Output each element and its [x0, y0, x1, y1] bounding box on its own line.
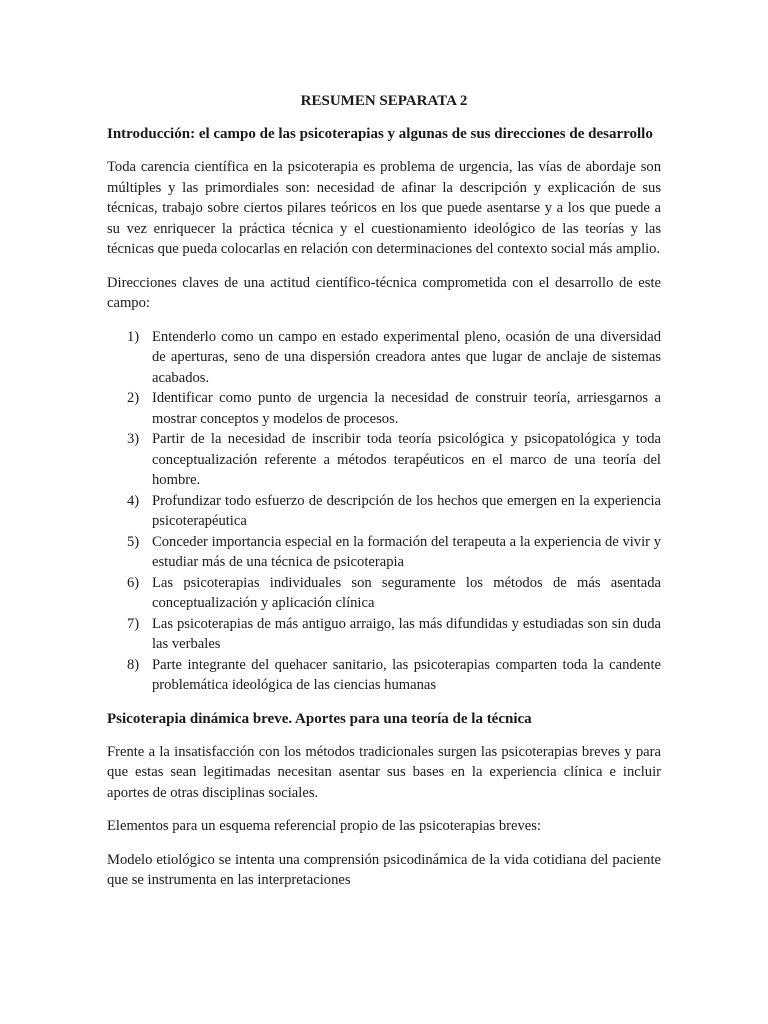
- list-item-text: Parte integrante del quehacer sanitario, las psicoterapias comparten toda la candente problemática ideológica de las ciencias humanas: [152, 656, 661, 693]
- list-item-number: 2): [127, 390, 140, 406]
- list-item-text: Profundizar todo esfuerzo de descripción de los hechos que emergen en la experiencia psicoterapéutica: [152, 492, 661, 529]
- paragraph-modelo-etiologico: Modelo etiológico se intenta una comprensión psicodinámica de la vida cotidiana del paciente que se instrumenta en las interpretaciones: [107, 851, 661, 888]
- list-item-number: 1): [127, 328, 140, 345]
- paragraph-elementos: Elementos para un esquema referencial propio de las psicoterapias breves:: [107, 818, 541, 834]
- directions-list: [107, 327, 661, 696]
- list-item: [107, 573, 661, 614]
- list-item: [107, 327, 661, 389]
- paragraph-insatisfaccion: Frente a la insatisfacción con los métodos tradicionales surgen las psicoterapias breves y para que estas sean legitimadas necesitan asentar sus bases en la experiencia clínica e incluir aportes de otras disciplinas sociales.: [107, 743, 661, 801]
- list-item-number: 7): [127, 615, 140, 632]
- list-item: [107, 429, 661, 491]
- list-item: [107, 655, 661, 696]
- list-item-text: Identificar como punto de urgencia la necesidad de construir teoría, arriesgarnos a mostrar conceptos y modelos de procesos.: [152, 390, 661, 427]
- list-item-text: Entenderlo como un campo en estado experimental pleno, ocasión de una diversidad de aperturas, seno de una dispersión creadora antes que lugar de anclaje de sistemas acabados.: [152, 328, 661, 386]
- list-item-number: 3): [127, 431, 140, 447]
- list-item-text: Las psicoterapias de más antiguo arraigo, las más difundidas y estudiadas son sin duda las verbales: [152, 615, 661, 652]
- paragraph-direcciones-claves: Direcciones claves de una actitud científico-técnica comprometida con el desarrollo de este campo:: [107, 274, 661, 311]
- list-item-number: 6): [127, 574, 140, 591]
- list-item: [107, 491, 661, 532]
- list-item: [107, 388, 661, 429]
- list-item-text: Partir de la necesidad de inscribir toda teoría psicológica y psicopatológica y toda conceptualización referente a métodos terapéuticos en el marco de una teoría del hombre.: [152, 431, 661, 488]
- paragraph-carencia-cientifica: Toda carencia científica en la psicoterapia es problema de urgencia, las vías de abordaje son múltiples y las primordiales son: necesidad de afinar la descripción y explicación de sus técnicas, trabajo sobre ciertos pilares teóricos en los que puede asentarse y a los que puede a su vez enriquecer la práctica técnica y el cuestionamiento ideológico de las teorías y las técnicas que pueda colocarlas en relación con determinaciones del contexto social más amplio.: [107, 159, 661, 257]
- list-item-number: 4): [127, 492, 140, 509]
- list-item: [107, 532, 661, 573]
- list-item-text: Las psicoterapias individuales son seguramente los métodos de más asentada conceptualización y aplicación clínica: [152, 574, 661, 611]
- list-item: [107, 614, 661, 655]
- list-item-number: 5): [127, 533, 140, 550]
- document-page: [107, 92, 661, 904]
- list-item-text: Conceder importancia especial en la formación del terapeuta a la experiencia de vivir y estudiar más de una técnica de psicoterapia: [152, 533, 661, 570]
- list-item-number: 8): [127, 656, 140, 673]
- section-heading-psicoterapia-breve: Psicoterapia dinámica breve. Aportes para una teoría de la técnica: [107, 710, 532, 727]
- section-heading-introduccion: Introducción: el campo de las psicoterapias y algunas de sus direcciones de desarrollo: [107, 126, 653, 142]
- document-title: RESUMEN SEPARATA 2: [300, 93, 468, 109]
